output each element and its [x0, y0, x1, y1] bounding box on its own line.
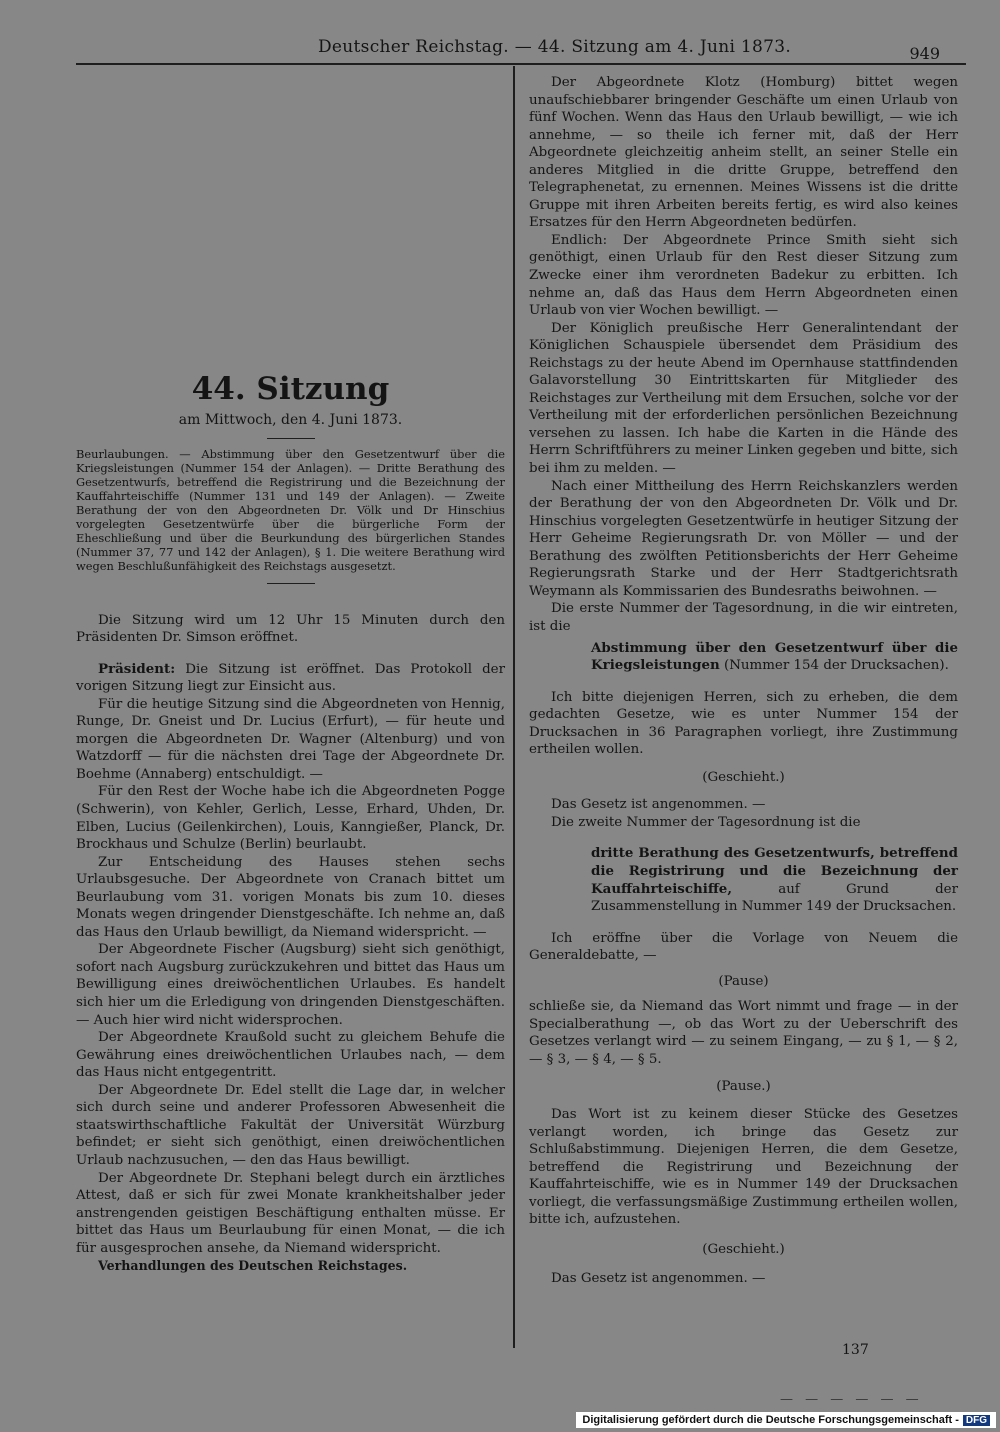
agenda-item [529, 640, 958, 675]
running-header: Deutscher Reichstag. — 44. Sitzung am 4. Juni 1873. [318, 37, 792, 57]
agenda-item-title: dritte Berathung des Gesetzentwurfs, betreffend die Registrirung und die Bezeichnung der Kauffahrteischiffe, [591, 845, 958, 897]
paragraph: Für den Rest der Woche habe ich die Abgeordneten Pogge (Schwerin), von Kehler, Gerlich, Lesse, Erhard, Uhden, Dr. Elben, Lucius (Geilenkirchen), Louis, Kanngießer, Planck, Dr. Brockhaus und Schulze (Berlin) beurlaubt. [76, 784, 505, 853]
header-rule [76, 63, 966, 65]
paragraph: Für die heutige Sitzung sind die Abgeordneten von Hennig, Runge, Dr. Gneist und Dr. Lucius (Erfurt), — für heute und morgen die Abgeordneten Dr. Wagner (Altenburg) und von Watzdorff — für die nächsten drei Tage der Abgeordnete Dr. Boehme (Annaberg) entschuldigt. — [76, 696, 505, 782]
paragraph: Der Abgeordnete Klotz (Homburg) bittet wegen unaufschiebbarer bringender Geschäfte um einen Urlaub von fünf Wochen. Wenn das Haus den Urlaub bewilligt, — wie ich annehme, — so theile ich ferner mit, daß der Herr Abgeordnete gleichzeitig anheim stellt, an seiner Stelle ein anderes Mitglied in die dritte Gruppe, betreffend den Telegraphenetat, zu ernennen. Meines Wissens ist die dritte Gruppe mit ihren Arbeiten bereits fertig, es wird also keines Ersatzes für den Herrn Abgeordneten bedürfen. [529, 75, 958, 231]
column-divider [513, 66, 515, 1348]
president-paragraph [76, 661, 505, 696]
stage-direction: (Pause.) [716, 1079, 771, 1095]
page-number: 949 [909, 44, 940, 63]
short-divider [267, 583, 315, 584]
digitization-credit [576, 1412, 996, 1428]
agenda-item-ref: (Nummer 154 der Drucksachen). [719, 658, 949, 674]
paragraph: Zur Entscheidung des Hauses stehen sechs Urlaubsgesuche. Der Abgeordnete von Cranach bittet um Beurlaubung vom 31. vorigen Monats bis zum 10. dieses Monats wegen dringender Dienstgeschäfte. Ich nehme an, daß das Haus den Urlaub bewilligt, da Niemand widerspricht. — [76, 854, 505, 940]
paragraph: Der Abgeordnete Kraußold sucht zu gleichem Behufe die Gewährung eines dreiwöchentlichen Urlaubes nach, — dem das Haus nicht entgegentritt. [76, 1030, 505, 1081]
paragraph: Nach einer Mittheilung des Herrn Reichskanzlers werden der Berathung der von den Abgeordneten Dr. Völk und Dr. Hinschius vorgelegten Gesetzentwürfe in heutiger Sitzung der Herr Geheime Regierungsrath Dr. von Möller — und der Berathung des zwölften Petitionsberichts der Herr Geheime Regierungsrath Starke und der Herr Stadtgerichtsrath Weymann als Kommissarien des Bundesraths beiwohnen. — [529, 478, 958, 599]
speaker-label: Präsident: [98, 660, 176, 677]
paragraph: Endlich: Der Abgeordnete Prince Smith sieht sich genöthigt, einen Urlaub für den Rest dieser Sitzung zum Zwecke einer ihm verordneten Badekur zu erbitten. Ich nehme an, daß das Haus dem Herrn Abgeordneten einen Urlaub von vier Wochen bewilligt. — [529, 232, 958, 319]
agenda-item [529, 845, 958, 915]
stage-direction: (Geschieht.) [702, 769, 785, 785]
paragraph: Ich bitte diejenigen Herren, sich zu erheben, die dem gedachten Gesetze, wie es unter Nummer 154 der Drucksachen in 36 Paragraphen vorliegt, ihre Zustimmung ertheilen wollen. [529, 689, 958, 758]
credit-text: Digitalisierung gefördert durch die Deutsche Forschungsgemeinschaft - [582, 1414, 959, 1426]
paragraph: Der Königlich preußische Herr Generalintendant der Königlichen Schauspiele übersendet dem Präsidium des Reichstags zu der heute Abend im Opernhause stattfindenden Galavorstellung 30 Eintrittskarten für Mitglieder des Reichstages zur Vertheilung mit dem Ersuchen, solche vor der Vertheilung mit der erforderlichen persönlichen Bezeichnung versehen zu lassen. Ich habe die Karten in die Hände des Herrn Schriftführers zu meiner Linken gegeben und bitte, sich bei ihm zu melden. — [529, 320, 958, 477]
signature-mark: 137 [842, 1342, 869, 1358]
paragraph: Das Wort ist zu keinem dieser Stücke des Gesetzes verlangt worden, ich bringe das Gesetz zur Schlußabstimmung. Diejenigen Herren, die dem Gesetze, betreffend die Registrirung und Bezeichnung der Kauffahrteischiffe, wie es in Nummer 149 der Drucksachen vorliegt, die verfassungsmäßige Zustimmung ertheilen wollen, bitte ich, aufzustehen. [529, 1106, 958, 1228]
paragraph: Das Gesetz ist angenommen. — [551, 1271, 766, 1287]
footer-imprint: Verhandlungen des Deutschen Reichstages. [98, 1258, 408, 1274]
paragraph: Die zweite Nummer der Tagesordnung ist die [551, 814, 861, 830]
opening-paragraph: Die Sitzung wird um 12 Uhr 15 Minuten durch den Präsidenten Dr. Simson eröffnet. [76, 612, 505, 646]
stage-direction: (Geschieht.) [702, 1241, 785, 1257]
agenda-item-ref: auf Grund der Zusammenstellung in Nummer 149 der Drucksachen. [591, 881, 958, 915]
speaker-text: Die Sitzung ist eröffnet. Das Protokoll der vorigen Sitzung liegt zur Einsicht aus. [76, 661, 505, 695]
bottom-marks: — — — — — — [780, 1392, 923, 1407]
right-column [529, 74, 958, 1288]
paragraph: Die erste Nummer der Tagesordnung, in die wir eintreten, ist die [529, 601, 958, 634]
session-summary: Beurlaubungen. — Abstimmung über den Gesetzentwurf über die Kriegsleistungen (Nummer 154 der Anlagen). — Dritte Berathung des Gesetzentwurfs, betreffend die Registrirung und die Bezeichnung der Kauffahrteischiffe (Nummer 131 und 149 der Anlagen). — Zweite Berathung der von den Abgeordneten Dr. Völk und Dr Hinschius vorgelegten Gesetzentwürfe über die bürgerliche Form der Eheschließung und über die Beurkundung des bürgerlichen Standes (Nummer 37, 77 und 142 der Anlagen), § 1. Die weitere Berathung wird wegen Beschlußunfähigkeit des Reichstags ausgesetzt. [76, 446, 505, 573]
stage-direction: (Pause) [718, 973, 769, 989]
short-divider [267, 438, 315, 439]
agenda-item-title: Abstimmung über den Gesetzentwurf über die Kriegsleistungen [591, 639, 958, 674]
paragraph: Der Abgeordnete Dr. Edel stellt die Lage dar, in welcher sich durch seine und anderer Professoren Abwesenheit die staatswirthschaftliche Fakultät der Universität Würzburg befindet; er sieht sich genöthigt, einen dreiwöchentlichen Urlaub nachzusuchen, — den das Haus bewilligt. [76, 1082, 505, 1168]
session-title: 44. Sitzung [191, 371, 390, 407]
dfg-logo-icon: DFG [963, 1415, 990, 1426]
paragraph: Der Abgeordnete Dr. Stephani belegt durch ein ärztliches Attest, daß er sich für zwei Monate krankheitshalber jeder anstrengenden geistigen Beschäftigung enthalten müsse. Er bittet das Haus um Beurlaubung für einen Monat, — die ich für ausgesprochen ansehe, da Niemand widerspricht. [76, 1170, 505, 1256]
paragraph: Ich eröffne über die Vorlage von Neuem die Generaldebatte, — [529, 930, 958, 964]
session-date: am Mittwoch, den 4. Juni 1873. [178, 412, 403, 428]
paragraph: Das Gesetz ist angenommen. — [551, 797, 766, 813]
paragraph: Der Abgeordnete Fischer (Augsburg) sieht sich genöthigt, sofort nach Augsburg zurückzukehren und bittet das Haus um Bewilligung eines dreiwöchentlichen Urlaubes. Es handelt sich hier um die Erledigung von dringenden Dienstgeschäften. — Auch hier wird nicht widersprochen. [76, 942, 505, 1028]
left-column [76, 370, 505, 1275]
paragraph: schließe sie, da Niemand das Wort nimmt und frage — in der Specialberathung —, ob das Wort zu der Ueberschrift des Gesetzes verlangt wird — zu seinem Eingang, — zu § 1, — § 2, — § 3, — § 4, — § 5. [529, 999, 958, 1067]
